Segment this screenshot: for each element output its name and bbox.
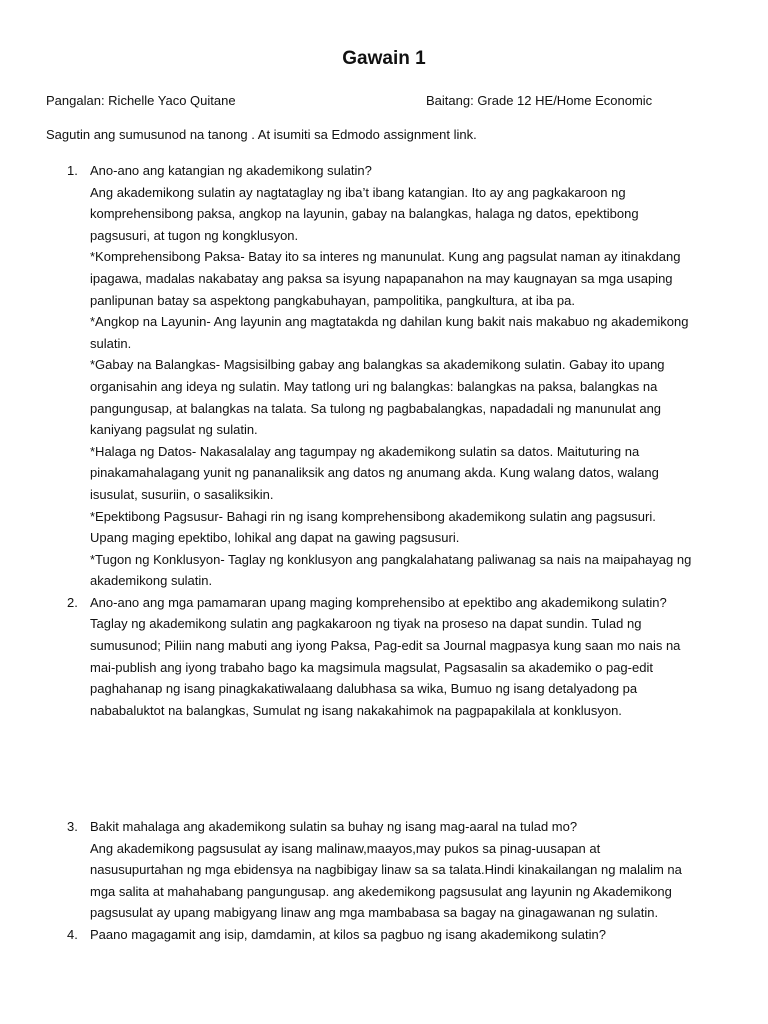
question-item-3: [46, 816, 726, 924]
answer-line: Taglay ng akademikong sulatin ang pagkakaroon ng tiyak na proseso na dapat sundin. Tulad ng: [90, 616, 642, 632]
answer-line: *Angkop na Layunin- Ang layunin ang magtatakda ng dahilan kung bakit nais makabuo ng akademikong: [90, 314, 689, 330]
answer-line: sumusunod; Piliin nang mabuti ang iyong Paksa, Pag-edit sa Journal magpasya kung saan mo nais na: [90, 638, 681, 654]
question-number: 2.: [67, 594, 78, 610]
question-list-part-2: [46, 816, 726, 946]
answer-line: *Epektibong Pagsusur- Bahagi rin ng isang komprehensibong akademikong sulatin ang pagsusuri.: [90, 508, 656, 524]
question-text: Paano magagamit ang isip, damdamin, at kilos sa pagbuo ng isang akademikong sulatin?: [90, 926, 606, 942]
answer-line: pagsusuri, at tugon ng kongklusyon.: [90, 227, 299, 243]
answer-line: *Tugon ng Konklusyon- Taglay ng konklusyon ang pangkalahatang paliwanag sa nais na maipahayag ng: [90, 551, 692, 567]
answer-line: pagsusulat ay upang mabigyang linaw ang mga mambabasa sa bagay na ginagawanan ng sulatin.: [90, 905, 659, 921]
answer-line: *Gabay na Balangkas- Magsisilbing gabay ang balangkas sa akademikong sulatin. Gabay ito upang: [90, 357, 665, 373]
question-item-2: [46, 592, 726, 722]
question-list-part-1: [46, 160, 726, 721]
answer-line: sulatin.: [90, 335, 132, 351]
answer-line: Ang akademikong pagsusulat ay isang malinaw,maayos,may pukos sa pinag-uusapan at: [90, 840, 601, 856]
answer-line: akademikong sulatin.: [90, 573, 213, 589]
document-title: Gawain 1: [342, 48, 426, 69]
answer-line: pinakamahalagang yunit ng pananaliksik ang datos ng anumang akda. Kung walang datos, walang: [90, 465, 659, 481]
answer-line: isusulat, susuriin, o sasaliksikin.: [90, 486, 274, 502]
question-item-4: [46, 924, 726, 946]
answer-line: *Halaga ng Datos- Nakasalalay ang tagumpay ng akademikong sulatin sa datos. Maituturing na: [90, 443, 640, 459]
name-field: Pangalan: Richelle Yaco Quitane: [46, 93, 236, 108]
question-text: Bakit mahalaga ang akademikong sulatin sa buhay ng isang mag-aaral na tulad mo?: [90, 819, 578, 834]
question-number: 4.: [67, 926, 78, 942]
answer-line: nasusupurtahan ng mga ebidensya na nagbibigay linaw sa sa talata.Hindi kinakailangan ng malalim na: [90, 862, 682, 878]
grade-field: Baitang: Grade 12 HE/Home Economic: [426, 93, 653, 108]
answer-line: komprehensibong paksa, angkop na layunin, gabay na balangkas, halaga ng datos, epektibong: [90, 206, 639, 222]
answer-line: panlipunan batay sa aspektong pangkabuhayan, pampolitika, pangkultura, at iba pa.: [90, 292, 575, 308]
answer-line: ipagawa, madalas nakabatay ang paksa sa isyung napapanahon na may kaugnayan sa mga usaping: [90, 270, 673, 286]
answer-line: Ang akademikong sulatin ay nagtataglay ng iba’t ibang katangian. Ito ay ang pagkakaroon ng: [90, 184, 626, 200]
answer-line: mai-publish ang iyong trabaho bago ka magsimula magsulat, Pagsasalin sa akademiko o pag-edit: [90, 659, 653, 675]
answer-line: Upang maging epektibo, lohikal ang dapat na gawing pagsusuri.: [90, 530, 460, 546]
answer-line: nababaluktot na balangkas, Sumulat ng isang nakakahimok na pagpapakilala at konklusyon.: [90, 702, 622, 718]
answer-line: paghahanap ng isang pinagkakatiwalaang dalubhasa sa wika, Bumuo ng isang detalyadong pa: [90, 681, 638, 697]
question-item-1: [46, 160, 726, 592]
answer-line: kaniyang pagsulat ng sulatin.: [90, 422, 258, 438]
answer-line: organisahin ang ideya ng sulatin. May tatlong uri ng balangkas: balangkas na paksa, balangkas na: [90, 378, 658, 394]
answer-line: pangungusap, at balangkas na talata. Sa tulong ng pagbabalangkas, napadadali ng manunulat ang: [90, 400, 662, 416]
question-text: Ano-ano ang mga pamamaran upang maging komprehensibo at epektibo ang akademikong sulatin?: [90, 594, 667, 610]
answer-line: *Komprehensibong Paksa- Batay ito sa interes ng manunulat. Kung ang pagsulat naman ay itinakdang: [90, 249, 681, 265]
question-number: 1.: [67, 163, 78, 178]
question-number: 3.: [67, 819, 78, 834]
question-text: Ano-ano ang katangian ng akademikong sulatin?: [90, 163, 372, 178]
answer-line: mga salita at mahahabang pangungusap. ang akedemikong pagsusulat ang layunin ng Akademikong: [90, 883, 672, 899]
instructions-text: Sagutin ang sumusunod na tanong . At isumiti sa Edmodo assignment link.: [46, 127, 477, 142]
